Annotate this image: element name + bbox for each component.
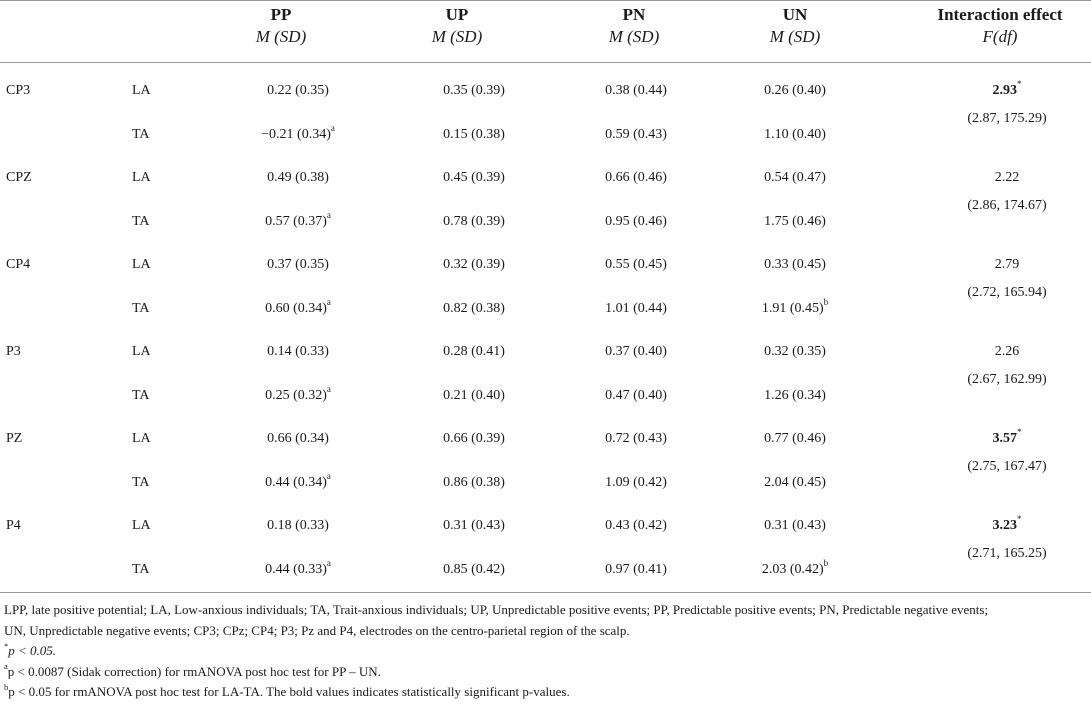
cell-un	[764, 82, 826, 100]
interaction-df-value: (2.71, 165.25)	[967, 546, 1047, 561]
cell-up	[443, 82, 505, 100]
header-interaction	[920, 4, 1080, 48]
group-label: TA	[132, 214, 150, 229]
cell-pp-value: 0.14 (0.33)	[267, 344, 329, 359]
cell-un-value: 0.26 (0.40)	[764, 83, 826, 98]
cell-up-value: 0.15 (0.38)	[443, 127, 505, 142]
cell-un	[764, 256, 826, 274]
cell-up	[443, 430, 505, 448]
interaction-df-value: (2.72, 165.94)	[967, 285, 1047, 300]
cell-pp	[267, 169, 329, 187]
electrode-label: P4	[6, 518, 21, 533]
cell-un-superscript: b	[823, 558, 829, 569]
cell-un	[764, 517, 826, 535]
group-label: TA	[132, 301, 150, 316]
footnote-a-mark: a	[4, 661, 8, 672]
footnote-abbrev-2: UN, Unpredictable negative events; CP3; CPz; CP4; P3; Pz and P4, electrodes on the centro-parietal region of the scalp.	[4, 622, 630, 638]
interaction-df-value: (2.75, 167.47)	[967, 459, 1047, 474]
cell-pn-value: 1.09 (0.42)	[605, 475, 667, 490]
table-footnotes	[4, 600, 1084, 703]
footnote-a-text: p < 0.0087 (Sidak correction) for rmANOVA post hoc test for PP – UN.	[7, 663, 381, 679]
cell-up-value: 0.28 (0.41)	[443, 344, 505, 359]
group-label: LA	[132, 344, 151, 359]
cell-pn-value: 0.97 (0.41)	[605, 562, 667, 577]
cell-up-value: 0.21 (0.40)	[443, 388, 505, 403]
cell-un	[761, 558, 829, 579]
interaction-df-value: (2.87, 175.29)	[967, 111, 1047, 126]
group-label: TA	[132, 127, 150, 142]
electrode-label: CP4	[6, 257, 31, 272]
electrode-label: P3	[6, 344, 21, 359]
cell-pp-superscript: a	[326, 471, 331, 482]
f-value: 2.79	[994, 257, 1020, 272]
cell-pp-value: 0.25 (0.32)	[265, 388, 327, 403]
cell-un	[764, 126, 826, 144]
cell-up-value: 0.78 (0.39)	[443, 214, 505, 229]
cell-up	[443, 300, 505, 318]
table-bottom-rule	[0, 592, 1091, 593]
interaction-f-value	[995, 256, 1020, 274]
cell-pp	[265, 558, 331, 579]
interaction-f-value	[992, 427, 1022, 448]
header-up-sub: M (SD)	[431, 27, 483, 46]
cell-up-value: 0.86 (0.38)	[443, 475, 505, 490]
footnote-abbrev-1: LPP, late positive potential; LA, Low-anxious individuals; TA, Trait-anxious individuals; UP, Unpredictable positive events; PP, Predictable positive events; PN, Predictable negative events;	[4, 602, 989, 617]
cell-un-value: 2.03 (0.42)	[761, 562, 824, 577]
cell-un-value: 2.04 (0.45)	[764, 475, 826, 490]
interaction-df-value: (2.86, 174.67)	[967, 198, 1047, 213]
cell-pp-superscript: a	[326, 297, 331, 308]
cell-pn-value: 0.55 (0.45)	[605, 257, 667, 272]
cell-un	[764, 430, 826, 448]
cell-un	[764, 387, 826, 405]
interaction-f-value	[992, 79, 1022, 100]
cell-pn	[605, 517, 667, 535]
f-value: 3.23	[992, 518, 1017, 533]
group-label: TA	[132, 475, 150, 490]
interaction-f-value	[995, 343, 1020, 361]
cell-up	[443, 387, 505, 405]
header-pn-sub: M (SD)	[608, 27, 660, 46]
group-label: LA	[132, 83, 151, 98]
cell-up-value: 0.82 (0.38)	[443, 301, 505, 316]
cell-pp	[261, 123, 335, 144]
interaction-f-value	[992, 514, 1022, 535]
cell-pp-value: 0.66 (0.34)	[267, 431, 329, 446]
f-value: 2.26	[994, 344, 1020, 359]
group-label: LA	[132, 518, 151, 533]
header-up	[407, 4, 507, 48]
cell-up	[443, 343, 505, 361]
cell-pn	[605, 169, 667, 187]
electrode-label: PZ	[6, 431, 23, 446]
cell-up-value: 0.31 (0.43)	[443, 518, 505, 533]
header-up-title: UP	[445, 5, 469, 24]
cell-pn	[605, 126, 667, 144]
cell-pp	[267, 82, 329, 100]
cell-pp	[267, 256, 329, 274]
cell-un-value: 1.26 (0.34)	[764, 388, 826, 403]
header-pp-title: PP	[270, 5, 292, 24]
cell-pp-value: 0.57 (0.37)	[265, 214, 327, 229]
header-pp-sub: M (SD)	[255, 27, 307, 46]
cell-un	[764, 169, 826, 187]
cell-pn-value: 0.95 (0.46)	[605, 214, 667, 229]
cell-pn-value: 1.01 (0.44)	[605, 301, 667, 316]
header-pp	[231, 4, 331, 48]
cell-un-value: 0.32 (0.35)	[764, 344, 826, 359]
cell-pp-value: 0.22 (0.35)	[267, 83, 329, 98]
cell-pp-superscript: a	[326, 558, 331, 569]
cell-pn	[605, 256, 667, 274]
cell-up	[443, 169, 505, 187]
cell-up	[443, 474, 505, 492]
cell-pp	[265, 210, 331, 231]
electrode-label: CPZ	[6, 170, 32, 185]
cell-un	[764, 343, 826, 361]
table-top-rule	[0, 0, 1091, 1]
cell-up	[443, 256, 505, 274]
header-un-sub: M (SD)	[769, 27, 821, 46]
interaction-df-value: (2.67, 162.99)	[967, 372, 1047, 387]
cell-pp	[265, 297, 331, 318]
cell-pn-value: 0.72 (0.43)	[605, 431, 667, 446]
cell-pp-superscript: a	[326, 210, 331, 221]
footnote-b	[4, 682, 1084, 703]
cell-pn-value: 0.47 (0.40)	[605, 388, 667, 403]
cell-pn-value: 0.43 (0.42)	[605, 518, 667, 533]
cell-pn	[605, 300, 667, 318]
header-interaction-title: Interaction effect	[937, 5, 1063, 24]
header-un-title: UN	[782, 5, 808, 24]
cell-pp-value: 0.37 (0.35)	[267, 257, 329, 272]
interaction-f-value	[995, 169, 1020, 187]
cell-un-value: 0.54 (0.47)	[764, 170, 826, 185]
cell-un-value: 0.31 (0.43)	[764, 518, 826, 533]
footnote-b-mark: b	[4, 681, 9, 692]
header-pn	[584, 4, 684, 48]
cell-pp	[265, 384, 331, 405]
footnote-star	[4, 641, 1084, 662]
cell-un-superscript: b	[823, 297, 829, 308]
cell-pp	[267, 517, 329, 535]
f-value: 2.93	[992, 83, 1017, 98]
cell-pp-value: 0.60 (0.34)	[265, 301, 327, 316]
cell-pp-superscript: a	[326, 384, 331, 395]
cell-pp-value: 0.44 (0.34)	[265, 475, 327, 490]
cell-un	[764, 213, 826, 231]
cell-pn	[605, 561, 667, 579]
cell-pp-superscript: a	[330, 123, 335, 134]
group-label: TA	[132, 562, 150, 577]
footnote-star-text: p < 0.05.	[8, 643, 57, 658]
cell-up	[443, 126, 505, 144]
cell-un-value: 0.33 (0.45)	[764, 257, 826, 272]
cell-pn-value: 0.37 (0.40)	[605, 344, 667, 359]
footnote-a	[4, 662, 1084, 683]
header-rule	[0, 62, 1091, 63]
group-label: LA	[132, 431, 151, 446]
cell-un	[761, 297, 829, 318]
cell-up	[443, 517, 505, 535]
cell-pp	[267, 343, 329, 361]
cell-pn	[605, 387, 667, 405]
electrode-label: CP3	[6, 83, 31, 98]
cell-pn	[605, 474, 667, 492]
cell-un-value: 1.91 (0.45)	[761, 301, 824, 316]
cell-up	[443, 561, 505, 579]
cell-un-value: 0.77 (0.46)	[764, 431, 826, 446]
cell-up-value: 0.45 (0.39)	[443, 170, 505, 185]
f-value-superscript: *	[1017, 514, 1022, 525]
cell-pn	[605, 82, 667, 100]
cell-pp-value: 0.49 (0.38)	[267, 170, 329, 185]
cell-pn	[605, 430, 667, 448]
cell-up-value: 0.66 (0.39)	[443, 431, 505, 446]
cell-pp-value: 0.44 (0.33)	[265, 562, 327, 577]
footnote-star-mark: *	[4, 640, 9, 651]
cell-up	[443, 213, 505, 231]
cell-pn	[605, 343, 667, 361]
f-value: 2.22	[994, 170, 1020, 185]
cell-un-value: 1.10 (0.40)	[764, 127, 826, 142]
header-pn-title: PN	[622, 5, 646, 24]
cell-pp-value: 0.18 (0.33)	[267, 518, 329, 533]
cell-pn-value: 0.38 (0.44)	[605, 83, 667, 98]
cell-pn-value: 0.59 (0.43)	[605, 127, 667, 142]
cell-un	[764, 474, 826, 492]
cell-pp	[267, 430, 329, 448]
header-un	[745, 4, 845, 48]
group-label: LA	[132, 257, 151, 272]
f-value-superscript: *	[1017, 427, 1022, 438]
footnote-b-text: p < 0.05 for rmANOVA post hoc test for LA-TA. The bold values indicates statistically significant p-values.	[8, 684, 570, 699]
f-value: 3.57	[992, 431, 1017, 446]
cell-pp	[265, 471, 331, 492]
header-interaction-sub: F(df)	[982, 27, 1018, 46]
group-label: LA	[132, 170, 151, 185]
cell-pn-value: 0.66 (0.46)	[605, 170, 667, 185]
cell-up-value: 0.85 (0.42)	[443, 562, 505, 577]
cell-pn	[605, 213, 667, 231]
cell-up-value: 0.32 (0.39)	[443, 257, 505, 272]
cell-pp-value: −0.21 (0.34)	[261, 127, 331, 142]
cell-up-value: 0.35 (0.39)	[443, 83, 505, 98]
cell-un-value: 1.75 (0.46)	[764, 214, 826, 229]
group-label: TA	[132, 388, 150, 403]
f-value-superscript: *	[1017, 79, 1022, 90]
